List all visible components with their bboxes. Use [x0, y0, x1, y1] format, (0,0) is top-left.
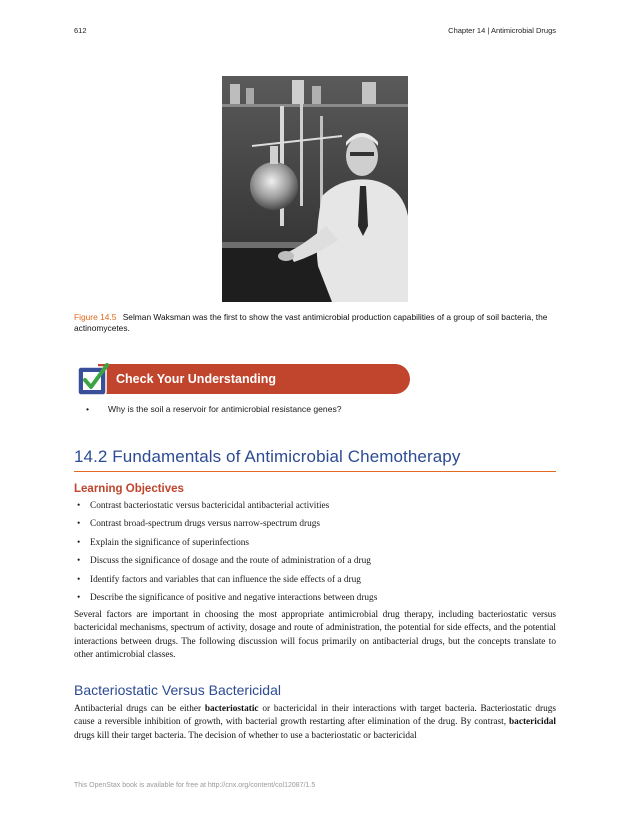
figure-caption-text: Selman Waksman was the first to show the vast antimicrobial production capabilities of a group of soil bacteria, the actinomycetes. [74, 312, 548, 333]
learning-objectives-list [74, 498, 556, 608]
page-number: 612 [74, 26, 87, 35]
list-item: • Describe the significance of positive and negative interactions between drugs [74, 590, 556, 608]
bullet-marker: • [77, 574, 81, 585]
bullet-marker: • [77, 537, 81, 548]
key-term-bactericidal: bactericidal [509, 717, 556, 728]
bullet-marker: • [86, 404, 90, 414]
figure-photo [222, 76, 408, 302]
figure-caption [74, 312, 556, 334]
list-item: • Identify factors and variables that can influence the side effects of a drug [74, 572, 556, 590]
checkbox-check-icon [76, 363, 108, 395]
bullet-marker: • [77, 501, 81, 511]
section-divider [74, 471, 556, 472]
footer-note: This OpenStax book is available for free at http://cnx.org/content/col12087/1.5 [74, 782, 316, 789]
list-item: • Discuss the significance of dosage and the route of administration of a drug [74, 553, 556, 571]
section-title: 14.2 Fundamentals of Antimicrobial Chemotherapy [74, 447, 461, 466]
bullet-marker: • [77, 519, 81, 530]
key-term-bacteriostatic: bacteriostatic [204, 704, 259, 714]
bullet-marker: • [77, 592, 81, 603]
list-item: • Contrast broad-spectrum drugs versus narrow-spectrum drugs [74, 516, 556, 534]
list-item: • Explain the significance of superinfections [74, 535, 556, 553]
list-item: • Contrast bacteriostatic versus bactericidal antibacterial activities [74, 498, 556, 516]
check-understanding-title: Check Your Understanding [116, 372, 276, 386]
figure-label: Figure 14.5 [74, 312, 117, 322]
subsection-title: Bacteriostatic Versus Bactericidal [74, 682, 281, 698]
running-head: Chapter 14 | Antimicrobial Drugs [448, 26, 556, 35]
intro-paragraph: Several factors are important in choosing the most appropriate antimicrobial drug therapy, including bacteriostatic versus bactericidal mechanisms, spectrum of activity, dosage and route of administration, the potential for side effects, and the potential interactions between drugs. The following discussion will focus primarily on antibacterial drugs, but the concepts translate to other antimicrobial classes. [74, 610, 556, 661]
scientist-lab-photo [222, 76, 408, 302]
bullet-marker: • [77, 556, 81, 567]
check-understanding-question: Why is the soil a reservoir for antimicrobial resistance genes? [108, 404, 342, 414]
learning-objectives-heading: Learning Objectives [74, 483, 184, 495]
subsection-paragraph: Antibacterial drugs can be either bacteriostatic or bactericidal in their interactions with target bacteria. Bacteriostatic drugs cause a reversible inhibition of growth, with bacterial growth restarting after elimination of the drug. By contrast, bactericidal drugs kill their target bacteria. The decision of whether to use a bacteriostatic or bactericidal [74, 704, 556, 741]
